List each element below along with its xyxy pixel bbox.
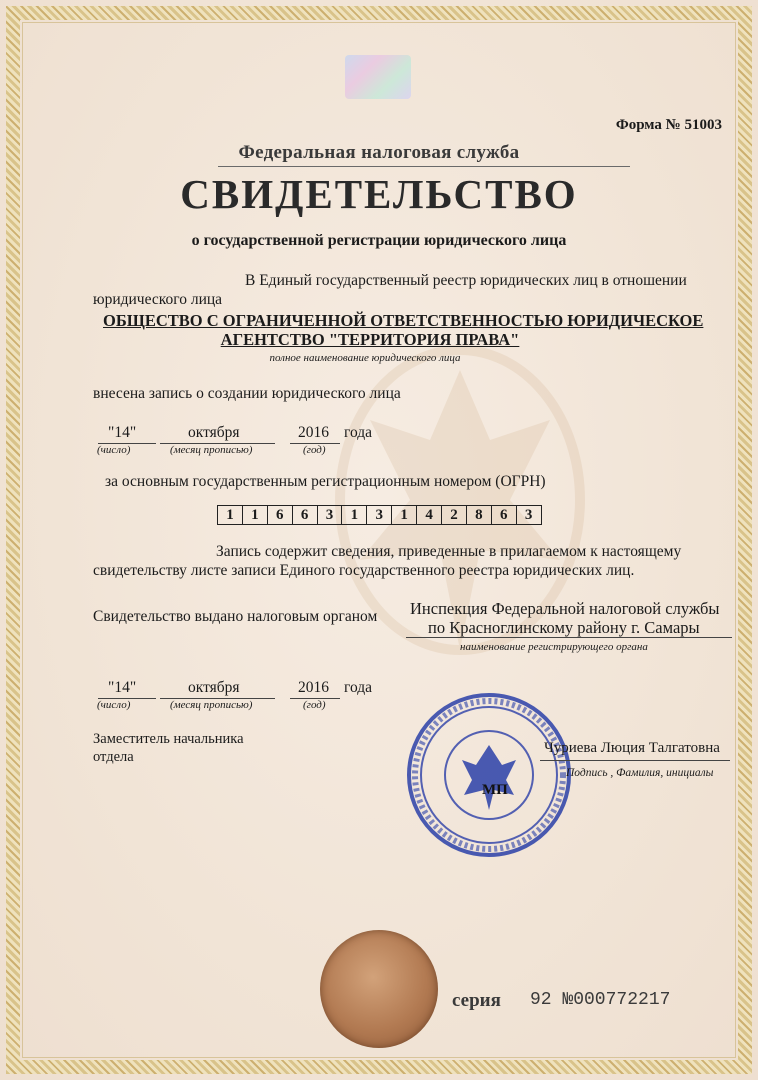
date2-year: 2016 <box>298 679 329 696</box>
issuer-line-2: по Красноглинскому району г. Самары <box>428 618 700 637</box>
record-text: внесена запись о создании юридического лица <box>93 385 401 402</box>
issuer-caption: наименование регистрирующего органа <box>460 641 648 653</box>
date1-year-caption: (год) <box>303 444 326 456</box>
ogrn-label: за основным государственным регистрационным номером (ОГРН) <box>105 473 546 490</box>
date2-year-caption: (год) <box>303 699 326 711</box>
position-line-2: отдела <box>93 749 134 765</box>
ogrn-digit: 3 <box>524 507 533 523</box>
form-number: Форма № 51003 <box>615 117 722 133</box>
date1-day-caption: (число) <box>97 444 131 456</box>
company-name-line-1: ОБЩЕСТВО С ОГРАНИЧЕННОЙ ОТВЕТСТВЕННОСТЬЮ ЮРИДИЧЕСКОЕ <box>103 311 704 330</box>
document-title: СВИДЕТЕЛЬСТВО <box>180 171 578 217</box>
signature-rule <box>540 760 730 761</box>
emblem-seal-icon <box>320 930 438 1048</box>
agency-name: Федеральная налоговая служба <box>238 142 520 163</box>
ogrn-boxes <box>217 505 542 525</box>
issuer-rule <box>406 637 732 638</box>
signature-caption: Подпись , Фамилия, инициалы <box>566 767 714 779</box>
ogrn-digit: 3 <box>367 506 392 524</box>
date1-year: 2016 <box>298 424 329 441</box>
date1-day: "14" <box>108 424 137 441</box>
ogrn-digit: 3 <box>318 506 343 524</box>
intro-line-1: В Единый государственный реестр юридических лиц в отношении <box>245 272 687 289</box>
serial-number: 92 №000772217 <box>530 990 671 1010</box>
ogrn-digit: 8 <box>467 506 492 524</box>
issuer-line-1: Инспекция Федеральной налоговой службы <box>410 599 720 618</box>
document-subtitle: о государственной регистрации юридического лица <box>191 232 567 249</box>
stamp-mark: МП <box>482 782 508 798</box>
ogrn-digit: 1 <box>243 506 268 524</box>
signatory-name: Чуриева Люция Талгатовна <box>544 740 720 756</box>
ogrn-digit: 1 <box>218 506 243 524</box>
date2-day: "14" <box>108 679 137 696</box>
position-line-1: Заместитель начальника <box>93 731 244 747</box>
record-contains-line-2: свидетельству листе записи Единого государственного реестра юридических лиц. <box>93 562 635 579</box>
serial-label: серия <box>452 990 501 1011</box>
ogrn-digit: 6 <box>268 506 293 524</box>
ogrn-digit: 1 <box>342 506 367 524</box>
date2-month: октября <box>188 679 240 696</box>
agency-underline <box>218 166 630 167</box>
hologram-emblem-icon <box>345 55 411 99</box>
ogrn-digit: 6 <box>293 506 318 524</box>
ogrn-digit: 4 <box>417 506 442 524</box>
intro-line-2: юридического лица <box>93 291 223 308</box>
company-name-line-2: АГЕНТСТВО "ТЕРРИТОРИЯ ПРАВА" <box>220 330 520 349</box>
ogrn-digit: 6 <box>492 506 517 524</box>
record-contains-line-1: Запись содержит сведения, приведенные в прилагаемом к настоящему <box>216 543 682 560</box>
date1-month: октября <box>188 424 240 441</box>
ogrn-digit: 1 <box>392 506 417 524</box>
ogrn-digit: 2 <box>442 506 467 524</box>
company-name-caption: полное наименование юридического лица <box>269 352 461 364</box>
issued-by-label: Свидетельство выдано налоговым органом <box>93 608 378 625</box>
date1-month-caption: (месяц прописью) <box>170 444 253 456</box>
official-stamp-icon <box>404 690 574 860</box>
date2-year-suffix: года <box>344 679 373 696</box>
date2-month-caption: (месяц прописью) <box>170 699 253 711</box>
date2-day-caption: (число) <box>97 699 131 711</box>
date1-year-suffix: года <box>344 424 373 441</box>
